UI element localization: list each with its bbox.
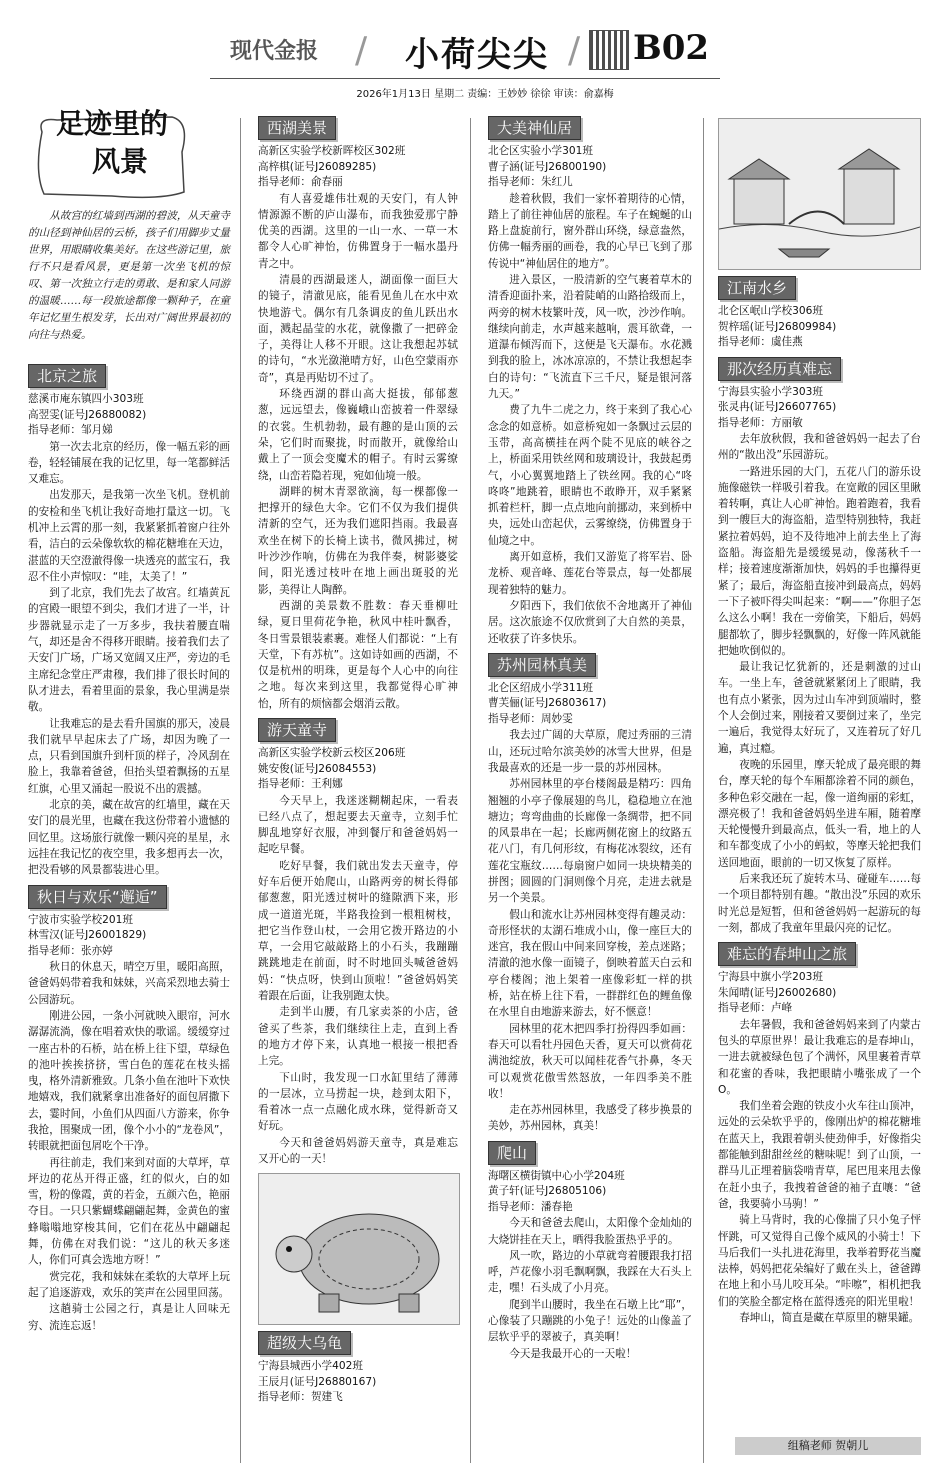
- byline-school: 宁海县中旗小学203班: [718, 971, 823, 984]
- column-2: [258, 112, 458, 1406]
- article-title: 爬山: [488, 1141, 536, 1165]
- paragraph: 环绕西湖的群山高大挺拔，郁郁葱葱，远远望去，像巍峨山峦披着一件翠绿的衣裳。生机勃勃，最有趣的是山顶的云朵，它们时而聚拢，时而散开，就像给山戴上了一顶会变魔术的帽子。有时云雾缭绕，山峦若隐若现，宛如仙境一般。: [258, 388, 458, 482]
- paragraph: 骑上马背时，我的心像揣了只小兔子怦怦跳，可又觉得自己像个威风的小骑士！下马后我们一头扎进花海里，我举着野花当魔法棒，妈妈把花朵编好了戴在头上，爸爸蹲在地上和小马儿咬耳朵。“咔嚓”，相机把我们的笑脸全都定格在蓝得透亮的阳光里啦！: [718, 1214, 921, 1308]
- paragraph: 赏完花，我和妹妹在柔软的大草坪上玩起了追逐游戏，欢乐的笑声在公园里回荡。: [28, 1270, 230, 1299]
- column-3: [488, 112, 692, 1362]
- byline: [258, 1359, 458, 1406]
- turtle-drawing: [258, 1173, 460, 1325]
- paragraph: 走在苏州园林里，我感受了移步换景的美妙，苏州园林，真美！: [488, 1104, 692, 1133]
- paragraph: 走到半山腰，有几家卖茶的小店，爸爸买了些茶，我们继续往上走，直到上香的地方才停下来，认真地一根接一根把香上完。: [258, 1006, 458, 1068]
- column-4: [718, 118, 921, 1326]
- divider-slash: /: [568, 30, 581, 71]
- byline: [718, 970, 921, 1017]
- paragraph: 清晨的西湖最迷人，湖面像一面巨大的镜子，清澈见底，能看见鱼儿在水中欢快地游弋。偶尔有几条调皮的鱼儿跃出水面，溅起晶莹的水花，就像撒了一把碎金子，美得让人移不开眼。这让我想起苏轼的诗句，“水光潋滟晴方好，山色空蒙雨亦奇”，真是再贴切不过了。: [258, 273, 458, 384]
- byline: [258, 746, 458, 793]
- paragraph: 今天早上，我迷迷糊糊起床，一看表已经八点了，想起要去天童寺，立刻手忙脚乱地穿好衣服，冲到餐厅和爸爸妈妈一起吃早餐。: [258, 794, 458, 856]
- paragraph: 趁着秋假，我们一家怀着期待的心情，踏上了前往神仙居的旅程。车子在蜿蜒的山路上盘旋前行，窗外群山环绕，绿意盎然，仿佛一幅秀丽的画卷，我的心早已飞到了那传说中“神仙居住的地方”。: [488, 192, 692, 270]
- byline-school: 高新区实验学校新晖校区302班: [258, 145, 406, 157]
- article-title: 大美神仙居: [488, 116, 581, 140]
- feature-title-line-2: 风景: [92, 145, 149, 178]
- paragraph: 后来我还玩了旋转木马、碰碰车……每一个项目都特别有趣。“散出没”乐园的欢乐时光总是短暂，但和爸爸妈妈一起游玩的每一刻，都成了我童年里最闪亮的记忆。: [718, 873, 921, 934]
- byline-teacher: 指导老师：卢峰: [718, 1002, 793, 1015]
- byline: [488, 144, 692, 191]
- newspaper-brand: 现代金报: [230, 38, 319, 64]
- byline: [718, 304, 921, 351]
- paragraph: 让我难忘的是去看升国旗的那天，凌晨我们就早早起床去了广场，却因为晚了一点，只看到国旗升到杆顶的样子，冷风刮在脸上，我靠着爸爸，但抬头望着飘扬的五星红旗，心里又涌起一股说不出的震撼。: [28, 717, 230, 795]
- byline: [28, 392, 230, 439]
- water-town-drawing: [718, 118, 921, 270]
- paragraph: 苏州园林里的亭台楼阁最是精巧：四角翘翘的小亭子像展翅的鸟儿，稳稳地立在池塘边；弯弯曲曲的长廊像一条绸带，把不同的风景串在一起；长廊两侧花窗上的纹路五花八门，有几何形纹，有梅花冰裂纹，还有莲花宝瓶纹……每扇窗户如同一块块精美的拼图；圆圆的门洞则像个月亮，走进去就是另一个美景。: [488, 778, 692, 905]
- byline-author: 高翌雯(证号J26880082): [28, 408, 147, 421]
- paragraph: 爬到半山腰时，我坐在石墩上比“耶”，心像装了只蹦跳的小兔子！远处的山像盖了层软乎乎的翠被子，真美啊！: [488, 1298, 692, 1344]
- byline-teacher: 指导老师：贺建飞: [258, 1391, 343, 1404]
- byline-school: 北仑区岷山学校306班: [718, 305, 823, 317]
- article-title: 北京之旅: [28, 364, 106, 388]
- column-divider: [470, 118, 471, 1463]
- paragraph: 有人喜爱雄伟壮观的天安门，有人钟情源源不断的庐山瀑布，而我独爱那宁静优美的西湖。这里的一山一水、一草一木都令人心旷神怡，仿佛置身于一幅水墨丹青之中。: [258, 192, 458, 270]
- byline: [488, 1169, 692, 1216]
- paragraph: 今天和爸爸去爬山，太阳像个金灿灿的大烧饼挂在天上，晒得我脸蛋热乎乎的。: [488, 1217, 692, 1246]
- paragraph: 再往前走，我们来到对面的大草坪，草坪边的花丛开得正盛，红的似火，白的如雪，粉的像霞，黄的若金，五颜六色，艳丽夺目。一只只紫蝴蝶翩翩起舞，金黄色的蜜蜂嗡嗡地穿梭其间，它们在花丛中翩翩起舞，仿佛在对我们说：“这儿的秋天多迷人，你们可真会选地方呀！”: [28, 1156, 230, 1267]
- paragraph: 费了九牛二虎之力，终于来到了我心心念念的如意桥。如意桥宛如一条飘过云层的玉带，高高横挂在两个陡不见底的峡谷之上，桥面采用铁丝网和玻璃设计，我鼓起勇气，小心翼翼地踏上了铁丝网。我的心“咚咚咚”地跳着，眼睛也不敢睁开，双手紧紧抓着栏杆，脚一点点地向前挪动，来到桥中央，远处山峦起伏，云雾缭绕，仿佛置身于仙境之中。: [488, 404, 692, 547]
- byline-author: 林雪汉(证号J26001829): [28, 929, 147, 942]
- article-title: 苏州园林真美: [488, 653, 596, 677]
- byline-school: 北仑区实验小学301班: [488, 145, 593, 157]
- byline-teacher: 指导老师：邹月娣: [28, 424, 113, 436]
- article-title: 那次经历真难忘: [718, 357, 841, 381]
- byline: [258, 144, 458, 191]
- byline-author: 曹子涵(证号J26800190): [488, 160, 607, 173]
- byline-school: 宁海县实验小学303班: [718, 385, 823, 398]
- byline-teacher: 指导老师：虞佳燕: [718, 336, 803, 348]
- feature-title-line-1: 足迹里的: [56, 107, 169, 140]
- feature-intro: [28, 208, 230, 344]
- column-divider: [703, 118, 704, 1463]
- byline: [488, 681, 692, 728]
- paragraph: 这趟骑士公园之行，真是让人回味无穷、流连忘返！: [28, 1303, 230, 1332]
- byline-teacher: 指导老师：王利娜: [258, 778, 343, 790]
- paragraph: 假山和流水让苏州园林变得有趣灵动：奇形怪状的太湖石堆成小山，像一座巨大的迷宫，我在假山中间来回穿梭，差点迷路；清澈的池水像一面镜子，倒映着蓝天白云和亭台楼阁；池上架着一座像彩虹一样的拱桥，站在桥上往下看，一群群红色的鲤鱼像在水里自由地游来游去，好不惬意！: [488, 908, 692, 1019]
- paragraph: 去年暑假，我和爸爸妈妈来到了内蒙古包头的草原世界！最让我难忘的是春坤山，一进去就被绿色包了个满怀，风里裹着青草和花蜜的香味，我把眼睛小嘴张成了一个O。: [718, 1018, 921, 1096]
- byline-author: 姚安俊(证号J26084553): [258, 762, 377, 775]
- byline-school: 宁海县城西小学402班: [258, 1360, 363, 1373]
- paragraph: 第一次去北京的经历，像一幅五彩的画卷，轻轻铺展在我的记忆里，每一笔都鲜活又难忘。: [28, 440, 230, 486]
- byline-school: 宁波市实验学校201班: [28, 913, 133, 926]
- paragraph: 下山时，我发现一口水缸里结了薄薄的一层冰，立马捞起一块，趁到太阳下，看着冰一点一点融化成水珠，觉得新奇又好玩。: [258, 1071, 458, 1133]
- turtle-illustration-icon: [259, 1174, 459, 1324]
- paragraph: 到了北京，我们先去了故宫。红墙黄瓦的宫殿一眼望不到尖，我们才进了一半，计步器就显示走了一万多步，我扶着腰直喘气，却还是舍不得移开眼睛。接着我们去了天安门广场，广场又宽阔又庄严，旁边的毛主席纪念堂庄严肃穆，我们排了很长时间的队才进去，看着里面的景象，我心里满是崇敬。: [28, 587, 230, 714]
- paragraph: 刚进公园，一条小河就映入眼帘，河水潺潺流淌，像在唱着欢快的歌谣。缓缓穿过一座古朴的石桥，站在桥上往下望，草绿色的池叶挨挨挤挤，雪白色的莲花在枝头摇曳，格外清新雅致。几条小鱼在池叶下欢快地嬉戏，我们就紧拿出准备好的面包屑撒下去，霎时间，小鱼们从四面八方游来，你争我抢，围聚成一团，像个小小的“龙卷风”，转眼就把面包屑吃个干净。: [28, 1009, 230, 1153]
- feature-title: [32, 107, 192, 202]
- paragraph: 湖畔的树木青翠欲滴，每一棵都像一把撑开的绿色大伞。它们不仅为我们提供清新的空气，还为我们遮阳挡雨。我最喜欢坐在树下的长椅上读书，微风拂过，树叶沙沙作响，仿佛在为我伴奏，树影婆娑间，阳光透过枝叶在地上画出斑驳的光影，美得让人陶醉。: [258, 485, 458, 596]
- column-divider: [240, 118, 241, 1463]
- paragraph: 我们坐着会跑的铁皮小火车往山顶冲，远处的云朵软乎乎的，像刚出炉的棉花糖堆在蓝天上，我跟着朝头使劲伸手，好像指尖都能触到甜甜丝丝的糖味呢！到了山顶，一群马儿正埋着脑袋啃青草，尾巴甩来甩去像在赶小虫子，我拽着爸爸的袖子直嚷：“爸爸，我要骑小马驹！”: [718, 1100, 921, 1210]
- paragraph: 北京的美，藏在故宫的红墙里，藏在天安门的晨光里，也藏在我这份带着小遗憾的回忆里。这场旅行就像一颗闪亮的星星，永远挂在我记忆的夜空里，我多想再去一次，把没看够的风景都装进心里。: [28, 799, 230, 877]
- byline-author: 贺梓瑶(证号J26809984): [718, 320, 837, 333]
- byline-school: 海曙区横街镇中心小学204班: [488, 1169, 625, 1182]
- paragraph: 去年放秋假，我和爸爸妈妈一起去了台州的“散出没”乐园游玩。: [718, 433, 921, 462]
- byline-school: 高新区实验学校新云校区206班: [258, 747, 406, 759]
- byline-teacher: 指导老师：朱红儿: [488, 176, 573, 188]
- byline-teacher: 指导老师：潘春艳: [488, 1200, 573, 1213]
- article-title: 秋日与欢乐“邂逅”: [28, 885, 167, 909]
- paragraph: 风一吹，路边的小草就弯着腰跟我打招呼，芦花像小羽毛飘啊飘，我踩在大石头上走，嘿！石头成了小月亮。: [488, 1249, 692, 1295]
- intro-text: 从故宫的红墙到西湖的碧波，从天童寺的山径到神仙居的云桥，孩子们用脚步丈量世界，用眼睛收集美好。在这些游记里，旅行不只是看风景，更是第一次坐飞机的惊叹、第一次独立行走的勇敢、是和家人同游的温暖……每一段旅途都像一颗种子，在童年记忆里生根发芽，长出对广阔世界最初的向往与热爱。: [28, 210, 230, 341]
- section-title: 小荷尖尖: [405, 35, 549, 75]
- byline: [28, 913, 230, 960]
- paragraph: 今天是我最开心的一天啦！: [509, 1347, 637, 1360]
- byline-school: 北仑区绍成小学311班: [488, 681, 593, 694]
- paragraph: 进入景区，一股清新的空气裹着草木的清香迎面扑来，沿着陡峭的山路拾级而上，两旁的树木枝繁叶茂，风一吹，沙沙作响。继续向前走，水声越来越响，震耳欲聋，一道瀑布倾泻而下，这便是飞天瀑布。水花溅到我的脸上，冰冰凉凉的，不禁让我想起李白的诗句：“飞流直下三千尺，疑是银河落九天。”: [488, 273, 692, 401]
- article-title: 江南水乡: [718, 276, 796, 300]
- article-title: 游天童寺: [258, 718, 336, 742]
- paragraph: 离开如意桥，我们又游览了将军岩、卧龙桥、观音峰、莲花台等景点，每一处都展现着独特的魅力。: [488, 551, 692, 596]
- water-town-illustration-icon: [719, 119, 920, 269]
- byline-author: 高梓棋(证号J26089285): [258, 160, 377, 173]
- byline-teacher: 指导老师：张亦婷: [28, 944, 113, 957]
- paragraph: 春坤山，简直是藏在草原里的糖果罐。: [739, 1312, 920, 1325]
- column-1: [28, 107, 230, 1334]
- qr-code-icon[interactable]: [589, 30, 629, 70]
- paragraph: 夜晚的乐园里，摩天轮成了最亮眼的舞台，摩天轮的每个车厢都涂着不同的颜色，多种色彩交融在一起，像一道绚丽的彩虹，漂亮极了！我和爸爸妈妈坐进车厢，随着摩天轮慢慢升到最高点，低头一看，地上的人和车都变成了小小的蚂蚁，等摩天轮把我们送回地面，眼前的一切又恢复了原样。: [718, 758, 921, 869]
- article-title: 超级大乌龟: [258, 1331, 351, 1355]
- paragraph: 吃好早餐，我们就出发去天童寺，停好车后便开始爬山，山路两旁的树长得郁郁葱葱，阳光透过树叶的缝隙洒下来，形成一道道光斑，半路我捡到一根粗树枝，把它当作登山杖，一会用它拨开路边的小草，一会用它敲敲路上的小石头，我蹦蹦跳跳地走在前面，时不时地回头喊爸爸妈妈：“快点呀，快到山顶啦！”爸爸妈妈笑着跟在后面，让我别跑太快。: [258, 859, 458, 1003]
- byline-author: 朱闻晴(证号J26002680): [718, 986, 837, 999]
- byline-teacher: 指导老师：俞春丽: [258, 176, 343, 188]
- paragraph: 夕阳西下，我们依依不舍地离开了神仙居。这次旅途不仅欣赏到了大自然的美景，还收获了许多快乐。: [488, 599, 692, 645]
- masthead: [0, 0, 934, 100]
- editor-credit: 组稿老师 贺朝儿: [735, 1437, 921, 1455]
- date-line: 2026年1月13日 星期二 责编：王妙妙 徐徐 审读：俞嘉梅: [356, 89, 614, 100]
- byline: [718, 385, 921, 432]
- byline-author: 王辰月(证号J26880167): [258, 1375, 377, 1388]
- paragraph: 最让我记忆犹新的，还是刺激的过山车。一坐上车，爸爸就紧紧闭上了眼睛，我也有点小紧张，因为过山车冲到顶端时，整个人会倒过来，刚接着又要倒过来了，坐完一遍后，我觉得太好玩了，又连着玩了好几遍，真过瘾。: [718, 661, 921, 755]
- byline-author: 黄子轩(证号J26805106): [488, 1185, 607, 1198]
- paragraph: 秋日的休息天，晴空万里，暖阳高照，爸爸妈妈带着我和妹妹，兴高采烈地去骑士公园游玩。: [28, 961, 230, 1006]
- paragraph: 我去过广阔的大草原，爬过秀丽的三清山，还玩过哈尔滨美妙的冰雪大世界，但是我最喜欢的还是一步一景的苏州园林。: [488, 729, 692, 774]
- article-title: 西湖美景: [258, 116, 336, 140]
- byline-author: 曹芙俪(证号J26803617): [488, 697, 607, 710]
- article-title: 难忘的春坤山之旅: [718, 942, 856, 966]
- paragraph: 出发那天，是我第一次坐飞机。登机前的安检和坐飞机让我好奇地打量这一切。飞机冲上云霄的那一刻，我紧紧抓着窗户往外看，洁白的云朵像软软的棉花糖堆在天边，湛蓝的天空澄澈得像一块透亮的蓝宝石，我忍不住小声惊叹：“哇，太美了！”: [28, 489, 230, 583]
- paragraph: 今天和爸爸妈妈游天童寺，真是难忘又开心的一天！: [258, 1136, 458, 1166]
- byline-school: 慈溪市庵东镇四小303班: [28, 393, 144, 405]
- paragraph: 园林里的花木把四季打扮得四季如画：春天可以看牡丹园色天香，夏天可以赏荷花满池绽放，秋天可以闻桂花香气扑鼻，冬天可以观赏花傲雪然怒放，一年四季美不胜收！: [488, 1022, 692, 1100]
- page-number: B02: [633, 28, 710, 68]
- paragraph: 西湖的美景数不胜数：春天垂柳吐绿，夏日里荷花争艳，秋风中桂叶飘香，冬日雪景银装素裹。难怪人们都说：“上有天堂，下有苏杭”。这如诗如画的西湖，不仅是杭州的明珠，更是每个人心中的向往之地。每次来到这里，我都觉得心旷神怡，所有的烦恼都会烟消云散。: [258, 599, 458, 710]
- byline-teacher: 指导老师：周妙雯: [488, 712, 573, 725]
- paragraph: 一路进乐园的大门，五花八门的游乐设施像磁铁一样吸引着我。在宽敞的园区里瞅着转啊，真让人心旷神怡。跑着跑着，我看到一艘巨大的海盗船，造型特别独特，我赶紧拉着妈妈，迫不及待地冲上前去坐上了海盗船。海盗船先是缓缓晃动，像荡秋千一样；接着速度渐渐加快，妈妈的手也攥得更紧了；最后，海盗船直接冲到最高点，妈妈一下子被吓得尖叫起来：“啊——”你胆子怎么这么小啊！我在一旁偷笑，下船后，妈妈腿都软了，脚步轻飘飘的，好像一阵风就能把她吹倒似的。: [718, 465, 921, 657]
- header-rule: [210, 78, 720, 79]
- byline-author: 张灵冉(证号J26607765): [718, 401, 837, 413]
- divider-slash: /: [355, 30, 368, 71]
- byline-teacher: 指导老师：方丽敏: [718, 416, 803, 429]
